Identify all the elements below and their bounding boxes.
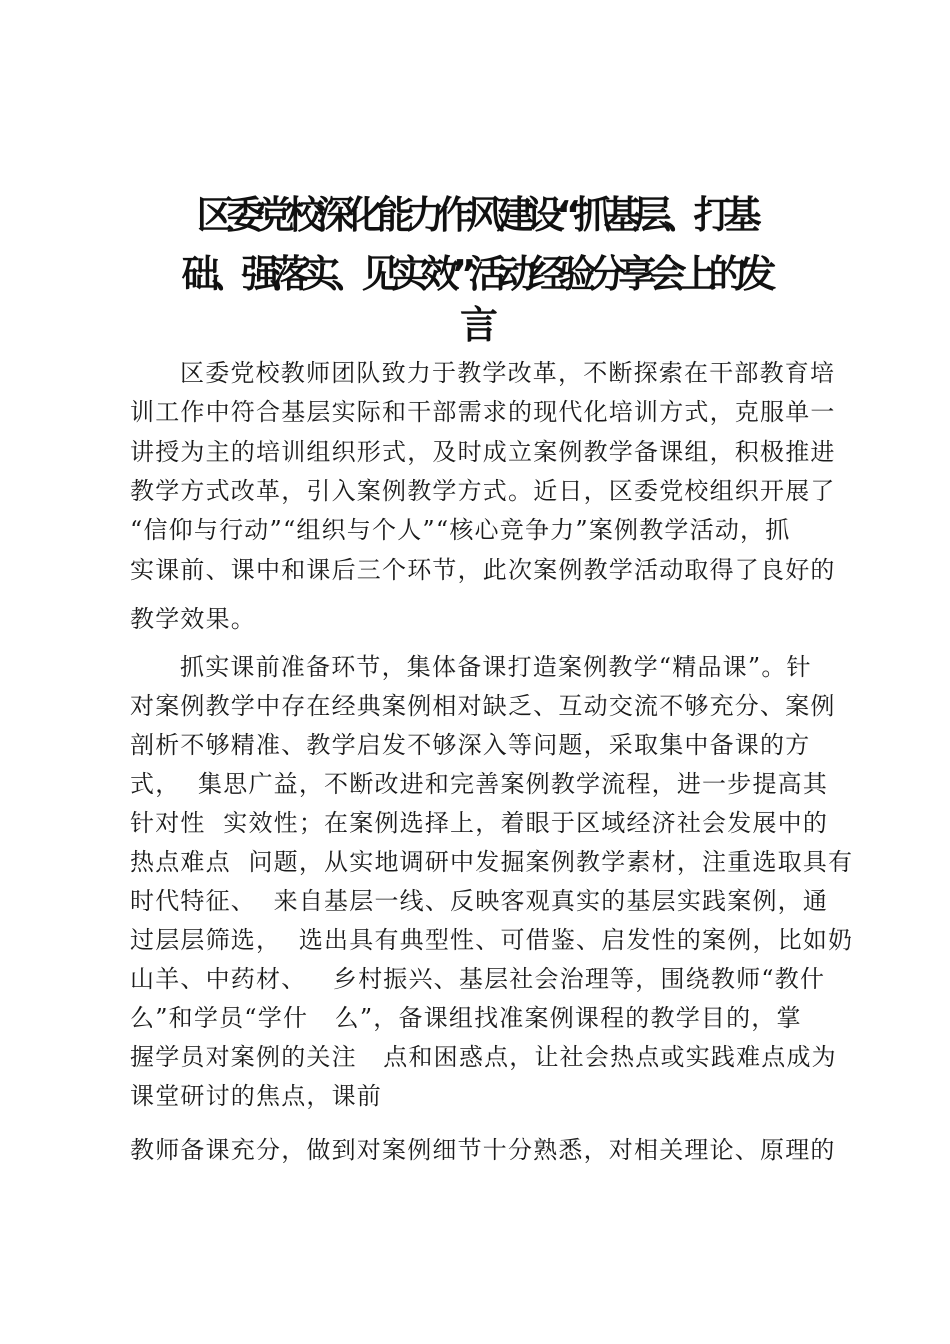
text-line: 山羊、中药材、 乡村振兴、基层社会治理等，围绕教师“教什 xyxy=(130,965,826,993)
title-line: 言 xyxy=(459,303,490,347)
text-line: 教师备课充分，做到对案例细节十分熟悉，对相关理论、原理的 xyxy=(130,1136,836,1164)
text-line: 过层层筛选， 选出具有典型性、可借鉴、启发性的案例，比如奶 xyxy=(130,926,854,954)
title-line: 础、强落实、见实效”活动经验分享会上的发 xyxy=(181,252,769,296)
title-line: 区委党校深化能力作风建设“抓基层、打基 xyxy=(196,193,754,237)
text-line: 训工作中符合基层实际和干部需求的现代化培训方式，克服单一 xyxy=(130,398,836,426)
text-line: 式， 集思广益，不断改进和完善案例教学流程，进一步提高其 xyxy=(130,770,829,798)
text-line: “信仰与行动”“组织与个人”“核心竞争力”案例教学活动，抓 xyxy=(130,516,791,544)
text-line: 热点难点 问题，从实地调研中发掘案例教学素材，注重选取具有 xyxy=(130,848,854,876)
text-line: 教学效果。 xyxy=(130,605,256,633)
text-line: 讲授为主的培训组织形式，及时成立案例教学备课组，积极推进 xyxy=(130,438,836,466)
text-line: 针对性 实效性；在案例选择上，着眼于区域经济社会发展中的 xyxy=(130,809,829,837)
text-line: 区委党校教师团队致力于教学改革，不断探索在干部教育培 xyxy=(180,359,836,387)
text-line: 课堂研讨的焦点，课前 xyxy=(130,1082,382,1110)
text-line: 教学方式改革，引入案例教学方式。近日，区委党校组织开展了 xyxy=(130,477,836,505)
text-line: 实课前、课中和课后三个环节，此次案例教学活动取得了良好的 xyxy=(130,556,836,584)
text-line: 握学员对案例的关注 点和困惑点，让社会热点或实践难点成为 xyxy=(130,1043,837,1071)
text-line: 时代特征、 来自基层一线、反映客观真实的基层实践案例，通 xyxy=(130,887,829,915)
text-line: 抓实课前准备环节，集体备课打造案例教学“精品课”。针 xyxy=(180,653,812,681)
text-line: 对案例教学中存在经典案例相对缺乏、互动交流不够充分、案例 xyxy=(130,692,836,720)
text-line: 剖析不够精准、教学启发不够深入等问题，采取集中备课的方 xyxy=(130,731,811,759)
text-line: 么”和学员“学什 么”，备课组找准案例课程的教学目的，掌 xyxy=(130,1004,802,1032)
